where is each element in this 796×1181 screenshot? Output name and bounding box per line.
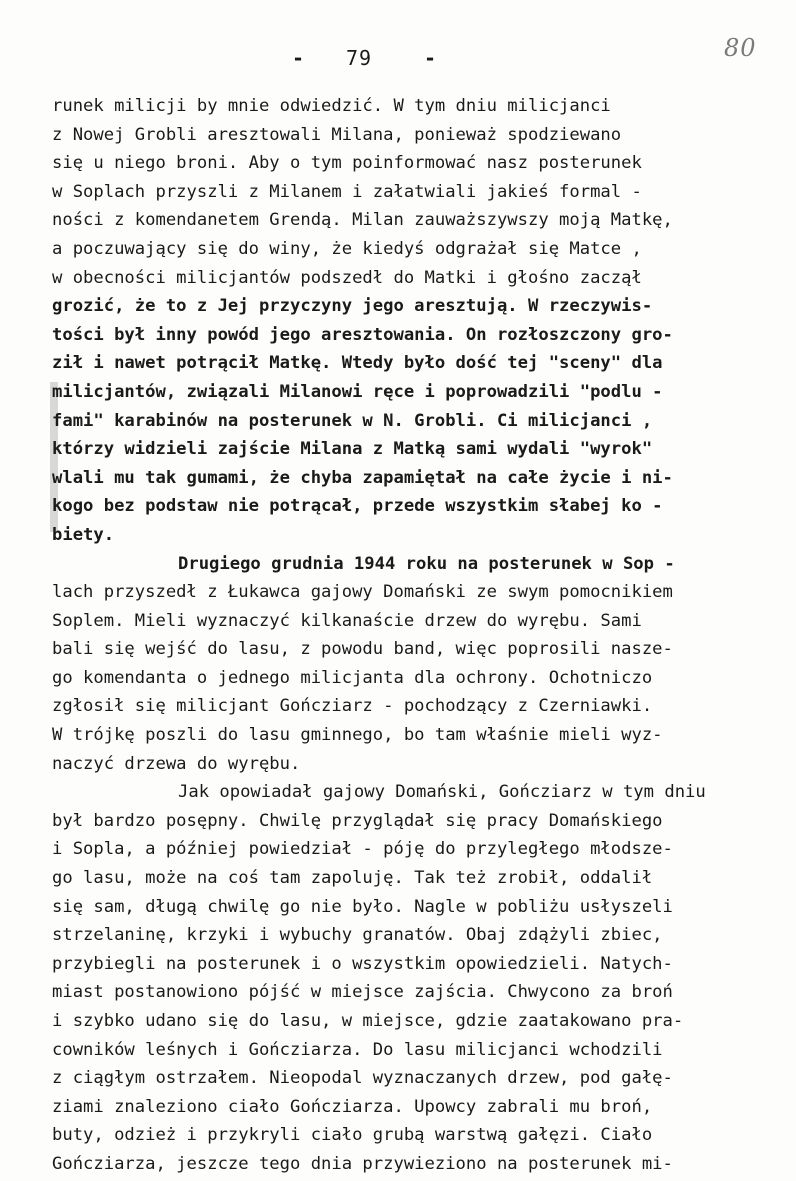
text-line: w obecności milicjantów podszedł do Matki i głośno zaczął xyxy=(52,267,642,288)
text-line: wlali mu tak gumami, że chyba zapamiętał na całe życie i ni- xyxy=(52,467,673,488)
paragraph-start-line: Jak opowiadał gajowy Domański, Gończiarz w tym dniu xyxy=(178,782,706,803)
text-line: się sam, długą chwilę go nie było. Nagle w pobliżu usłyszeli xyxy=(52,896,673,917)
page-header xyxy=(0,46,796,76)
text-line: którzy widzieli zajście Milana z Matką sami wydali "wyrok" xyxy=(52,439,653,460)
text-line: grozić, że to z Jej przyczyny jego aresztują. W rzeczywis- xyxy=(52,296,653,317)
header-dash-right: - xyxy=(424,46,437,70)
handwritten-page-number: 80 xyxy=(724,34,757,62)
text-line: ził i nawet potrącił Matkę. Wtedy było dość tej "sceny" dla xyxy=(52,353,663,374)
text-line: tości był inny powód jego aresztowania. On rozłoszczony gro- xyxy=(52,324,673,345)
text-line: strzelaninę, krzyki i wybuchy granatów. Obaj zdążyli zbiec, xyxy=(52,925,663,946)
text-line: go komendanta o jednego milicjanta dla ochrony. Ochotniczo xyxy=(52,667,653,688)
text-line: biety. xyxy=(52,524,115,545)
text-line: bali się wejść do lasu, z powodu band, więc poprosili nasze- xyxy=(52,639,673,660)
text-line: lach przyszedł z Łukawca gajowy Domański ze swym pomocnikiem xyxy=(52,582,673,603)
text-line: zgłosił się milicjant Gończiarz - pochodzący z Czerniawki. xyxy=(52,696,653,717)
text-line: miast postanowiono pójść w miejsce zajścia. Chwycono za broń xyxy=(52,982,673,1003)
text-line: runek milicji by mnie odwiedzić. W tym dniu milicjanci xyxy=(52,96,611,116)
text-line: i szybko udano się do lasu, w miejsce, gdzie zaatakowano pra- xyxy=(52,1011,684,1031)
text-line: go lasu, może na coś tam zapoluję. Tak też zrobił, oddalił xyxy=(52,868,653,889)
text-line: cowników leśnych i Gończiarza. Do lasu milicjanci wchodzili xyxy=(52,1039,663,1060)
text-line: a poczuwający się do winy, że kiedyś odgrażał się Matce , xyxy=(52,238,642,259)
text-line: Gończiarza, jeszcze tego dnia przywieziono na posterunek mi- xyxy=(52,1153,673,1174)
text-line: kogo bez podstaw nie potrącał, przede wszystkim słabej ko - xyxy=(52,496,663,517)
text-line: się u niego broni. Aby o tym poinformować nasz posterunek xyxy=(52,153,642,174)
text-line: przybiegli na posterunek i o wszystkim opowiedzieli. Natych- xyxy=(52,953,673,974)
text-line: naczyć drzewa do wyrębu. xyxy=(52,753,301,774)
text-line: milicjantów, związali Milanowi ręce i poprowadzili "podlu - xyxy=(52,381,663,402)
text-line: z Nowej Grobli aresztowali Milana, ponieważ spodziewano xyxy=(52,124,622,145)
text-line: buty, odzież i przykryli ciało grubą warstwą gałęzi. Ciało xyxy=(52,1125,653,1146)
text-line: z ciągłym ostrzałem. Nieopodal wyznaczanych drzew, pod gałę- xyxy=(52,1068,673,1089)
text-line: w Soplach przyszli z Milanem i załatwiali jakieś formal - xyxy=(52,181,642,202)
text-line: był bardzo posępny. Chwilę przyglądał się pracy Domańskiego xyxy=(52,810,663,831)
page-number: 79 xyxy=(346,46,373,70)
text-line: fami" karabinów na posterunek w N. Grobli. Ci milicjanci , xyxy=(52,410,653,431)
text-line: ności z komendanetem Grendą. Milan zauważszywszy moją Matkę, xyxy=(52,210,673,231)
text-line: W trójkę poszli do lasu gminnego, bo tam właśnie mieli wyz- xyxy=(52,725,663,746)
paragraph-start-line: Drugiego grudnia 1944 roku na posterunek w Sop - xyxy=(178,553,675,574)
text-line: ziami znaleziono ciało Gończiarza. Upowcy zabrali mu broń, xyxy=(52,1096,653,1117)
text-line: i Sopla, a później powiedział - póję do przyległego młodsze- xyxy=(52,839,673,860)
typed-text-body xyxy=(52,92,752,1179)
text-line: Soplem. Mieli wyznaczyć kilkanaście drzew do wyrębu. Sami xyxy=(52,610,642,631)
header-dash-left: - xyxy=(292,46,305,70)
